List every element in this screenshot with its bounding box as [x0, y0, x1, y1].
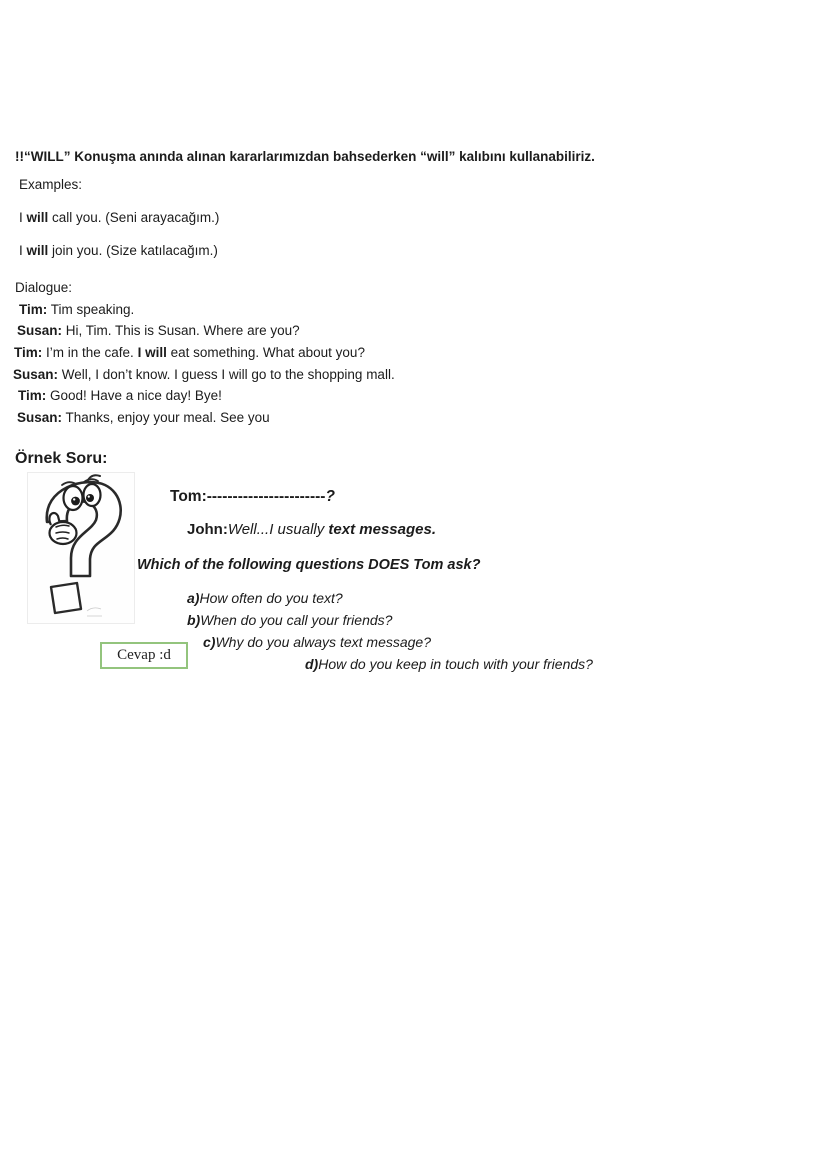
dialogue-line-6: Susan: Thanks, enjoy your meal. See you: [17, 410, 270, 425]
option-c: c)Why do you always text message?: [203, 634, 431, 650]
example-sentence-2: I will join you. (Size katılacağım.): [19, 243, 218, 258]
examples-label: Examples:: [19, 177, 83, 192]
option-a: a)How often do you text?: [187, 590, 343, 606]
dialogue-line-5: Tim: Good! Have a nice day! Bye!: [18, 388, 222, 403]
question-mark-cartoon-icon: [27, 472, 135, 624]
dialogue-line-3: Tim: I’m in the cafe. I will eat something. What about you?: [14, 345, 365, 360]
john-answer-line: John:Well...I usually text messages.: [187, 521, 436, 538]
dialogue-line-2: Susan: Hi, Tim. This is Susan. Where are you?: [17, 323, 300, 338]
dialogue-label: Dialogue:: [15, 280, 73, 295]
example-sentence-1: I will call you. (Seni arayacağım.): [19, 210, 220, 225]
tom-question-line: Tom:-----------------------?: [170, 488, 335, 505]
dialogue-line-1: Tim: Tim speaking.: [19, 302, 135, 317]
dialogue-line-4: Susan: Well, I don’t know. I guess I will go to the shopping mall.: [13, 367, 395, 382]
answer-box: [100, 642, 188, 669]
question-prompt: Which of the following questions DOES Tom ask?: [137, 557, 481, 573]
option-d: d)How do you keep in touch with your friends?: [305, 656, 593, 672]
option-b: b)When do you call your friends?: [187, 612, 393, 628]
ornek-soru-heading: Örnek Soru:: [15, 450, 108, 467]
intro-heading: !!“WILL” Konuşma anında alınan kararlarımızdan bahsederken “will” kalıbını kullanabiliriz.: [15, 149, 595, 164]
answer-label: Cevap :d: [117, 647, 171, 663]
